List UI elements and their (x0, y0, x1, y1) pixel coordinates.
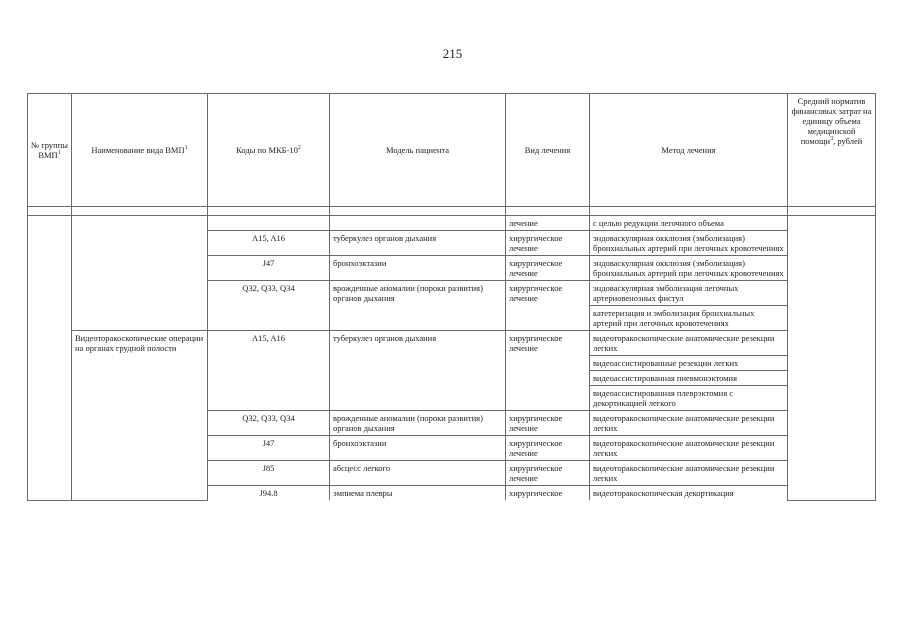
treatment-cell: хирургическое лечение (506, 256, 590, 281)
header-vmp-name: Наименование вида ВМП$^1$ (72, 94, 208, 207)
codes-cell: A15, A16 (208, 231, 330, 256)
cost-cell (788, 216, 876, 501)
spacer-row (28, 207, 876, 216)
codes-cell: Q32, Q33, Q34 (208, 281, 330, 331)
method-cell: эндоваскулярная окклюзия (эмболизация) бронхиальных артерий при легочных кровотечениях (590, 256, 788, 281)
header-patient-model: Модель пациента (330, 94, 506, 207)
codes-cell: A15, A16 (208, 331, 330, 411)
codes-cell: J94.8 (208, 486, 330, 501)
table-row (28, 331, 876, 356)
method-cell: видеоассистированные резекции легких (590, 356, 788, 371)
vmp-name-cell: Видеоторакоскопические операции на органах грудной полости (72, 331, 208, 501)
model-cell (330, 216, 506, 231)
method-cell: видеоассистированная плеврэктомия с декортикацией легкого (590, 386, 788, 411)
model-cell: врожденные аномалии (пороки развития) органов дыхания (330, 281, 506, 331)
treatment-cell: лечение (506, 216, 590, 231)
model-cell: бронхоэктазии (330, 256, 506, 281)
method-cell: видеоторакоскопическая декортикация (590, 486, 788, 501)
codes-cell: J47 (208, 256, 330, 281)
group-number-cell (28, 216, 72, 501)
method-cell: видеоторакоскопические анатомические резекции легких (590, 436, 788, 461)
header-icd-codes: Коды по МКБ-$10^2$ (208, 94, 330, 207)
model-cell: туберкулез органов дыхания (330, 331, 506, 411)
treatment-cell: хирургическое лечение (506, 411, 590, 436)
method-cell: видеоторакоскопические анатомические резекции легких (590, 331, 788, 356)
page-number: 215 (442, 46, 463, 61)
header-treatment-method: Метод лечения (590, 94, 788, 207)
vmp-table (27, 93, 876, 501)
model-cell: туберкулез органов дыхания (330, 231, 506, 256)
treatment-cell: хирургическое лечение (506, 436, 590, 461)
codes-cell (208, 216, 330, 231)
method-cell: видеоторакоскопические анатомические резекции легких (590, 461, 788, 486)
treatment-cell: хирургическое лечение (506, 461, 590, 486)
treatment-cell: хирургическое лечение (506, 231, 590, 256)
method-cell: эндоваскулярная эмболизация легочных артериовенозных фистул (590, 281, 788, 306)
method-cell: видеоассистированная пневмонэктомия (590, 371, 788, 386)
codes-cell: J85 (208, 461, 330, 486)
model-cell: бронхоэктазии (330, 436, 506, 461)
model-cell: эмпиема плевры (330, 486, 506, 501)
treatment-cell: хирургическое лечение (506, 331, 590, 411)
method-cell: эндоваскулярная окклюзия (эмболизация) бронхиальных артерий при легочных кровотечениях (590, 231, 788, 256)
header-group-number: № группы ВМП$^1$ (28, 94, 72, 207)
vmp-name-cell (72, 216, 208, 331)
codes-cell: Q32, Q33, Q34 (208, 411, 330, 436)
model-cell: врожденные аномалии (пороки развития) органов дыхания (330, 411, 506, 436)
table-row (28, 216, 876, 231)
treatment-cell: хирургическое лечение (506, 281, 590, 331)
header-treatment-type: Вид лечения (506, 94, 590, 207)
method-cell: катетеризация и эмболизация бронхиальных артерий при легочных кровотечениях (590, 306, 788, 331)
model-cell: абсцесс легкого (330, 461, 506, 486)
header-cost-norm: Средний норматив финансовых затрат на единицу объема медицинской помощи$^3$, рублей (788, 94, 876, 207)
treatment-cell: хирургическое (506, 486, 590, 501)
method-cell: с целью редукции легочного объема (590, 216, 788, 231)
method-cell: видеоторакоскопические анатомические резекции легких (590, 411, 788, 436)
codes-cell: J47 (208, 436, 330, 461)
header-row (28, 94, 876, 207)
